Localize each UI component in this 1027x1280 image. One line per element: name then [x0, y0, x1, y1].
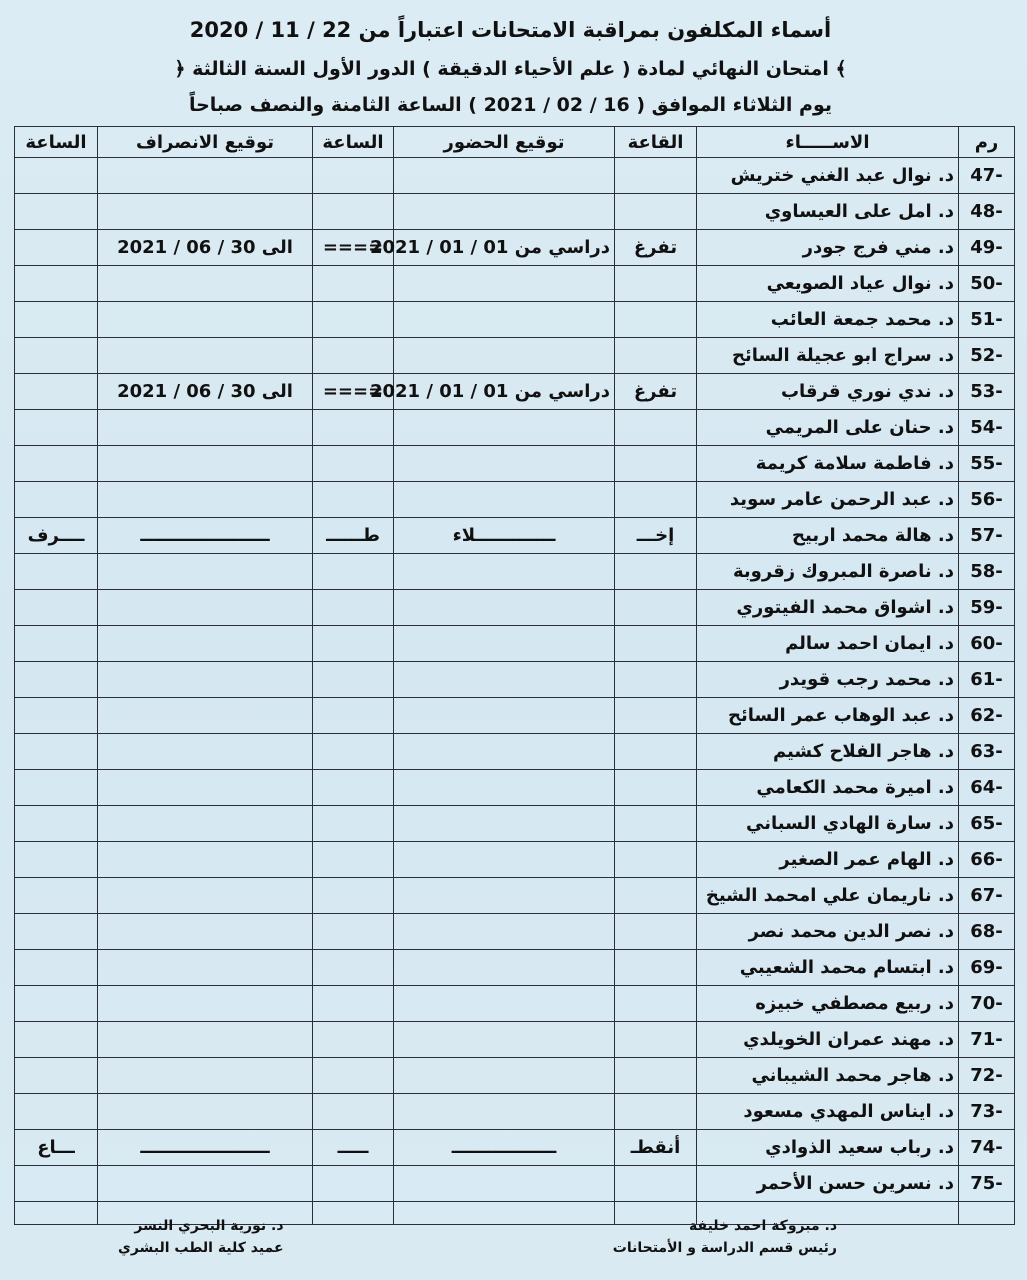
- row-time-2: [15, 806, 98, 842]
- row-number: 54-: [959, 410, 1015, 446]
- row-number: 62-: [959, 698, 1015, 734]
- row-name: د. مهند عمران الخويلدي: [697, 1022, 959, 1058]
- row-number: 59-: [959, 590, 1015, 626]
- row-departure-signature: [98, 338, 313, 374]
- row-name: د. فاطمة سلامة كريمة: [697, 446, 959, 482]
- row-departure-signature: [98, 950, 313, 986]
- row-time: طــــــ: [313, 518, 394, 554]
- signature-block-head-of-exams: [613, 1215, 837, 1259]
- exam-date-line: يوم الثلاثاء الموافق ( 16 / 02 / 2021 ) الساعة الثامنة والنصف صباحاً: [188, 94, 833, 116]
- row-time: ====: [313, 230, 394, 266]
- row-hall: [615, 698, 697, 734]
- row-time-2: ـــاع: [15, 1130, 98, 1166]
- row-time: [313, 410, 394, 446]
- row-name: د. ناصرة المبروك زقروبة: [697, 554, 959, 590]
- row-number: 50-: [959, 266, 1015, 302]
- row-time-2: [15, 1022, 98, 1058]
- table-row: [15, 590, 1015, 626]
- col-header-time: الساعة: [313, 127, 394, 158]
- table-row: [15, 1022, 1015, 1058]
- row-attendance-signature: [394, 482, 615, 518]
- row-time-2: ــــرف: [15, 518, 98, 554]
- row-time: [313, 194, 394, 230]
- row-name: د. ايناس المهدي مسعود: [697, 1094, 959, 1130]
- row-time-2: [15, 986, 98, 1022]
- row-departure-signature: [98, 662, 313, 698]
- row-time: [313, 878, 394, 914]
- row-attendance-signature: [394, 1058, 615, 1094]
- row-departure-signature: [98, 482, 313, 518]
- row-hall: [615, 1058, 697, 1094]
- row-attendance-signature: [394, 1022, 615, 1058]
- row-hall: [615, 302, 697, 338]
- row-name: د. هالة محمد اربيح: [697, 518, 959, 554]
- table-row: [15, 986, 1015, 1022]
- row-departure-signature: الى 30 / 06 / 2021: [98, 230, 313, 266]
- col-header-time-2: الساعة: [15, 127, 98, 158]
- table-row: [15, 626, 1015, 662]
- row-time: [313, 1058, 394, 1094]
- row-departure-signature: [98, 194, 313, 230]
- table-row: [15, 662, 1015, 698]
- row-time: [313, 554, 394, 590]
- row-departure-signature: [98, 986, 313, 1022]
- row-hall: [615, 986, 697, 1022]
- row-number: 51-: [959, 302, 1015, 338]
- row-departure-signature: [98, 590, 313, 626]
- row-time: [313, 914, 394, 950]
- row-number: 47-: [959, 158, 1015, 194]
- row-time: [313, 338, 394, 374]
- col-header-attendance-signature: توقيع الحضور: [394, 127, 615, 158]
- row-time-2: [15, 1094, 98, 1130]
- row-attendance-signature: [394, 158, 615, 194]
- row-time: [313, 950, 394, 986]
- row-attendance-signature: [394, 1094, 615, 1130]
- row-hall: [615, 158, 697, 194]
- row-time-2: [15, 698, 98, 734]
- row-time: [313, 626, 394, 662]
- signature-block-dean: [118, 1215, 284, 1259]
- exam-subtitle: ﴾ امتحان النهائي لمادة ( علم الأحياء الدقيقة ) الدور الأول السنة الثالثة ﴿: [174, 58, 847, 80]
- row-attendance-signature: [394, 590, 615, 626]
- row-attendance-signature: [394, 194, 615, 230]
- row-attendance-signature: ـــــــــــــــــ: [394, 1130, 615, 1166]
- row-hall: أنقطـ: [615, 1130, 697, 1166]
- row-attendance-signature: [394, 302, 615, 338]
- row-number: 66-: [959, 842, 1015, 878]
- table-row: [15, 482, 1015, 518]
- row-name: د. حنان على المريمي: [697, 410, 959, 446]
- row-attendance-signature: [394, 806, 615, 842]
- table-row: [15, 914, 1015, 950]
- row-name: د. امل على العيساوي: [697, 194, 959, 230]
- row-attendance-signature: [394, 986, 615, 1022]
- row-hall: [615, 914, 697, 950]
- row-number: 55-: [959, 446, 1015, 482]
- signer-name: د. مبروكة احمد خليفة: [689, 1218, 837, 1234]
- row-time-2: [15, 1058, 98, 1094]
- table-row: [15, 1166, 1015, 1202]
- signer-name: د. نورية البحري النسر: [134, 1218, 284, 1234]
- row-name: د. نصر الدين محمد نصر: [697, 914, 959, 950]
- row-departure-signature: [98, 842, 313, 878]
- col-header-number: رم: [959, 127, 1015, 158]
- row-hall: [615, 1166, 697, 1202]
- table-row: [15, 1058, 1015, 1094]
- row-attendance-signature: [394, 1166, 615, 1202]
- row-name: د. عبد الوهاب عمر السائح: [697, 698, 959, 734]
- row-time-2: [15, 950, 98, 986]
- row-hall: [615, 590, 697, 626]
- row-name: د. عبد الرحمن عامر سويد: [697, 482, 959, 518]
- row-time: [313, 590, 394, 626]
- empty-cell: [394, 1202, 615, 1225]
- row-departure-signature: [98, 554, 313, 590]
- row-departure-signature: ـــــــــــــــــــــ: [98, 1130, 313, 1166]
- row-number: 64-: [959, 770, 1015, 806]
- row-departure-signature: الى 30 / 06 / 2021: [98, 374, 313, 410]
- row-attendance-signature: [394, 626, 615, 662]
- row-attendance-signature: [394, 878, 615, 914]
- row-time-2: [15, 626, 98, 662]
- row-time: ====: [313, 374, 394, 410]
- row-number: 63-: [959, 734, 1015, 770]
- row-time-2: [15, 770, 98, 806]
- row-attendance-signature: [394, 554, 615, 590]
- row-time-2: [15, 842, 98, 878]
- row-time-2: [15, 338, 98, 374]
- row-attendance-signature: ـــــــــــــلاء: [394, 518, 615, 554]
- row-time: [313, 1166, 394, 1202]
- row-departure-signature: [98, 302, 313, 338]
- table-row: [15, 950, 1015, 986]
- row-attendance-signature: [394, 842, 615, 878]
- row-hall: [615, 1022, 697, 1058]
- row-hall: [615, 806, 697, 842]
- row-time: [313, 1022, 394, 1058]
- row-number: 61-: [959, 662, 1015, 698]
- row-time-2: [15, 1166, 98, 1202]
- row-departure-signature: [98, 914, 313, 950]
- row-time-2: [15, 302, 98, 338]
- row-time: [313, 302, 394, 338]
- row-hall: [615, 266, 697, 302]
- row-time-2: [15, 194, 98, 230]
- row-number: 53-: [959, 374, 1015, 410]
- row-name: د. سارة الهادي السباني: [697, 806, 959, 842]
- row-departure-signature: [98, 770, 313, 806]
- row-hall: [615, 734, 697, 770]
- signer-title: عميد كلية الطب البشري: [118, 1240, 284, 1256]
- empty-cell: [313, 1202, 394, 1225]
- row-name: د. مني فرج جودر: [697, 230, 959, 266]
- row-name: د. هاجر محمد الشيباني: [697, 1058, 959, 1094]
- row-time-2: [15, 590, 98, 626]
- row-name: د. نوال عياد الصويعي: [697, 266, 959, 302]
- row-departure-signature: [98, 446, 313, 482]
- row-departure-signature: [98, 1166, 313, 1202]
- row-number: 68-: [959, 914, 1015, 950]
- row-attendance-signature: دراسي من 01 / 01 / 2021: [394, 230, 615, 266]
- row-time-2: [15, 878, 98, 914]
- row-name: د. ناريمان علي امحمد الشيخ: [697, 878, 959, 914]
- row-number: 73-: [959, 1094, 1015, 1130]
- row-hall: [615, 338, 697, 374]
- row-hall: [615, 842, 697, 878]
- row-number: 67-: [959, 878, 1015, 914]
- row-time: [313, 446, 394, 482]
- row-departure-signature: [98, 410, 313, 446]
- row-number: 57-: [959, 518, 1015, 554]
- row-hall: [615, 410, 697, 446]
- row-name: د. اشواق محمد الفيتوري: [697, 590, 959, 626]
- row-hall: [615, 770, 697, 806]
- row-number: 49-: [959, 230, 1015, 266]
- row-time: [313, 662, 394, 698]
- row-attendance-signature: [394, 950, 615, 986]
- table-row: [15, 374, 1015, 410]
- row-hall: [615, 1094, 697, 1130]
- col-header-hall: القاعة: [615, 127, 697, 158]
- row-attendance-signature: [394, 446, 615, 482]
- row-number: 58-: [959, 554, 1015, 590]
- table-row: [15, 698, 1015, 734]
- row-time: ـــــ: [313, 1130, 394, 1166]
- row-time: [313, 158, 394, 194]
- row-number: 60-: [959, 626, 1015, 662]
- row-name: د. ابتسام محمد الشعيبي: [697, 950, 959, 986]
- table-row: [15, 230, 1015, 266]
- document-title: أسماء المكلفون بمراقبة الامتحانات اعتباراً من 22 / 11 / 2020: [189, 18, 832, 42]
- row-time-2: [15, 482, 98, 518]
- row-name: د. نسرين حسن الأحمر: [697, 1166, 959, 1202]
- row-number: 71-: [959, 1022, 1015, 1058]
- row-hall: إخـــ: [615, 518, 697, 554]
- row-attendance-signature: [394, 410, 615, 446]
- table-row: [15, 1094, 1015, 1130]
- row-time: [313, 986, 394, 1022]
- row-time-2: [15, 662, 98, 698]
- row-name: د. ندي نوري قرقاب: [697, 374, 959, 410]
- table-row: [15, 1130, 1015, 1166]
- row-departure-signature: [98, 806, 313, 842]
- table-row: [15, 770, 1015, 806]
- row-departure-signature: [98, 158, 313, 194]
- table-row: [15, 410, 1015, 446]
- row-time: [313, 842, 394, 878]
- empty-cell: [15, 1202, 98, 1225]
- row-time-2: [15, 914, 98, 950]
- row-time: [313, 734, 394, 770]
- row-number: 74-: [959, 1130, 1015, 1166]
- table-header-row: [15, 127, 1015, 158]
- row-number: 69-: [959, 950, 1015, 986]
- row-hall: [615, 950, 697, 986]
- row-time: [313, 1094, 394, 1130]
- row-number: 72-: [959, 1058, 1015, 1094]
- row-attendance-signature: [394, 266, 615, 302]
- row-attendance-signature: دراسي من 01 / 01 / 2021: [394, 374, 615, 410]
- signer-title: رئيس قسم الدراسة و الأمتحانات: [612, 1240, 837, 1256]
- row-departure-signature: [98, 734, 313, 770]
- row-departure-signature: [98, 626, 313, 662]
- table-row: [15, 554, 1015, 590]
- row-hall: [615, 446, 697, 482]
- row-time-2: [15, 554, 98, 590]
- row-number: 56-: [959, 482, 1015, 518]
- table-row: [15, 734, 1015, 770]
- row-time-2: [15, 266, 98, 302]
- invigilators-table: [14, 126, 1015, 1225]
- row-name: د. نوال عبد الغني ختريش: [697, 158, 959, 194]
- row-time-2: [15, 446, 98, 482]
- row-time: [313, 698, 394, 734]
- table-row: [15, 302, 1015, 338]
- row-name: د. ربيع مصطفي خبيزه: [697, 986, 959, 1022]
- row-number: 48-: [959, 194, 1015, 230]
- row-departure-signature: [98, 1058, 313, 1094]
- col-header-names: الاســـــاء: [697, 127, 959, 158]
- row-departure-signature: [98, 698, 313, 734]
- row-hall: [615, 626, 697, 662]
- row-hall: [615, 662, 697, 698]
- row-hall: تفرغ: [615, 374, 697, 410]
- table-row: [15, 878, 1015, 914]
- row-number: 52-: [959, 338, 1015, 374]
- row-departure-signature: [98, 878, 313, 914]
- table-row: [15, 446, 1015, 482]
- col-header-departure-signature: توقيع الانصراف: [98, 127, 313, 158]
- row-time-2: [15, 230, 98, 266]
- row-time: [313, 482, 394, 518]
- table-row: [15, 842, 1015, 878]
- row-name: د. محمد جمعة العائب: [697, 302, 959, 338]
- row-departure-signature: ـــــــــــــــــــــ: [98, 518, 313, 554]
- row-departure-signature: [98, 1094, 313, 1130]
- row-number: 75-: [959, 1166, 1015, 1202]
- row-name: د. ايمان احمد سالم: [697, 626, 959, 662]
- row-number: 65-: [959, 806, 1015, 842]
- row-hall: [615, 878, 697, 914]
- row-name: د. هاجر الفلاح كشيم: [697, 734, 959, 770]
- table-row: [15, 518, 1015, 554]
- row-number: 70-: [959, 986, 1015, 1022]
- row-attendance-signature: [394, 338, 615, 374]
- table-row: [15, 266, 1015, 302]
- row-departure-signature: [98, 1022, 313, 1058]
- row-attendance-signature: [394, 662, 615, 698]
- row-name: د. سراج ابو عجيلة السائح: [697, 338, 959, 374]
- row-time-2: [15, 158, 98, 194]
- row-time-2: [15, 410, 98, 446]
- row-hall: [615, 482, 697, 518]
- row-hall: [615, 554, 697, 590]
- row-name: د. اميرة محمد الكعامي: [697, 770, 959, 806]
- empty-cell: [959, 1202, 1015, 1225]
- row-time-2: [15, 734, 98, 770]
- row-hall: تفرغ: [615, 230, 697, 266]
- row-attendance-signature: [394, 734, 615, 770]
- row-name: د. الهام عمر الصغير: [697, 842, 959, 878]
- row-time: [313, 806, 394, 842]
- row-time-2: [15, 374, 98, 410]
- table-row: [15, 806, 1015, 842]
- row-name: د. محمد رجب قويدر: [697, 662, 959, 698]
- row-departure-signature: [98, 266, 313, 302]
- table-row: [15, 338, 1015, 374]
- row-attendance-signature: [394, 770, 615, 806]
- table-row: [15, 158, 1015, 194]
- row-attendance-signature: [394, 914, 615, 950]
- row-name: د. رباب سعيد الذوادي: [697, 1130, 959, 1166]
- row-time: [313, 770, 394, 806]
- row-attendance-signature: [394, 698, 615, 734]
- row-hall: [615, 194, 697, 230]
- row-time: [313, 266, 394, 302]
- table-row: [15, 194, 1015, 230]
